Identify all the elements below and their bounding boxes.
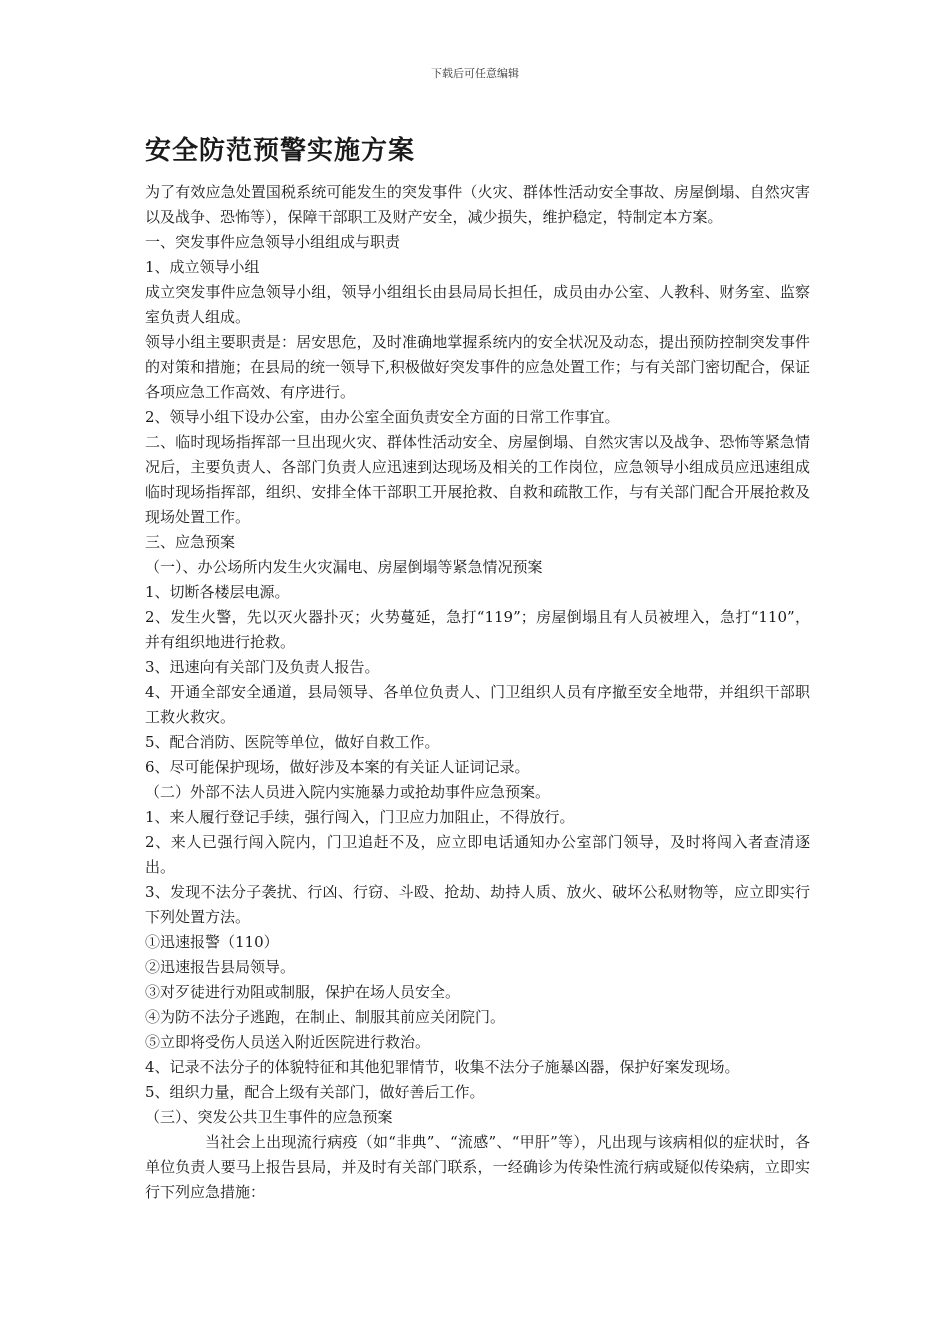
section-heading-2: 二、临时现场指挥部一旦出现火灾、群体性活动安全、房屋倒塌、自然灾害以及战争、恐怖等紧急情况后，主要负责人、各部门负责人应迅速到达现场及相关的工作岗位，应急领导小组成员应迅速组成临时现场指挥部，组织、安排全体干部职工开展抢救、自救和疏散工作，与有关部门配合开展抢救及现场处置工作。 [145, 433, 810, 526]
subsection-heading-b: （二）外部不法人员进入院内实施暴力或抢劫事件应急预案。 [145, 783, 551, 801]
section-heading-1: 一、突发事件应急领导小组组成与职责 [145, 233, 401, 251]
sub-list-item: ③对歹徒进行劝阻或制服，保护在场人员安全。 [145, 983, 461, 1001]
list-item: 2、发生火警，先以灭火器扑灭；火势蔓延，急打“119”；房屋倒塌且有人员被埋入，急打“110”，并有组织地进行抢救。 [145, 608, 810, 651]
intro-paragraph: 为了有效应急处置国税系统可能发生的突发事件（火灾、群体性活动安全事故、房屋倒塌、自然灾害以及战争、恐怖等），保障干部职工及财产安全，减少损失，维护稳定，特制定本方案。 [145, 183, 810, 226]
sub-list-item: ①迅速报警（110） [145, 933, 279, 951]
sub-list-item: ⑤立即将受伤人员送入附近医院进行救治。 [145, 1033, 431, 1051]
list-item: 5、组织力量，配合上级有关部门，做好善后工作。 [145, 1083, 485, 1101]
sub-list-item: ②迅速报告县局领导。 [145, 958, 296, 976]
page-header: 下载后可任意编辑 [431, 67, 519, 80]
list-item: 1、切断各楼层电源。 [145, 583, 290, 601]
sub-list-item: ④为防不法分子逃跑，在制止、制服其前应关闭院门。 [145, 1008, 506, 1026]
list-item: 3、发现不法分子袭扰、行凶、行窃、斗殴、抢劫、劫持人质、放火、破坏公私财物等，应立即实行下列处置方法。 [145, 883, 810, 926]
list-item: 3、迅速向有关部门及负责人报告。 [145, 658, 380, 676]
list-item: 4、记录不法分子的体貌特征和其他犯罪情节，收集不法分子施暴凶器，保护好案发现场。 [145, 1058, 740, 1076]
subsection-heading-c: （三）、突发公共卫生事件的应急预案 [145, 1108, 393, 1126]
paragraph: 当社会上出现流行病疫（如“非典”、“流感”、“甲肝”等），凡出现与该病相似的症状时，各单位负责人要马上报告县局，并及时有关部门联系，一经确诊为传染性流行病或疑似传染病，立即实行下列应急措施： [145, 1133, 810, 1201]
list-item: 4、开通全部安全通道，县局领导、各单位负责人、门卫组织人员有序撤至安全地带，并组织干部职工救火救灾。 [145, 683, 810, 726]
list-item: 1、来人履行登记手续，强行闯入，门卫应力加阻止，不得放行。 [145, 808, 575, 826]
document-title: 安全防范预警实施方案 [145, 136, 416, 166]
document-body [145, 128, 810, 1205]
paragraph: 成立突发事件应急领导小组，领导小组组长由县局局长担任，成员由办公室、人教科、财务室、监察室负责人组成。 [145, 283, 810, 326]
subheading-1-1: 1、成立领导小组 [145, 258, 260, 276]
list-item: 5、配合消防、医院等单位，做好自救工作。 [145, 733, 440, 751]
list-item: 6、尽可能保护现场，做好涉及本案的有关证人证词记录。 [145, 758, 530, 776]
subsection-heading-a: （一）、办公场所内发生火灾漏电、房屋倒塌等紧急情况预案 [145, 558, 543, 576]
list-item: 2、来人已强行闯入院内，门卫追赶不及，应立即电话通知办公室部门领导，及时将闯入者查清逐出。 [145, 833, 810, 876]
section-heading-3: 三、应急预案 [145, 533, 236, 551]
paragraph: 2、领导小组下设办公室，由办公室全面负责安全方面的日常工作事宜。 [145, 408, 620, 426]
paragraph: 领导小组主要职责是：居安思危，及时准确地掌握系统内的安全状况及动态，提出预防控制突发事件的对策和措施；在县局的统一领导下,积极做好突发事件的应急处置工作；与有关部门密切配合，保证各项应急工作高效、有序进行。 [145, 333, 810, 401]
